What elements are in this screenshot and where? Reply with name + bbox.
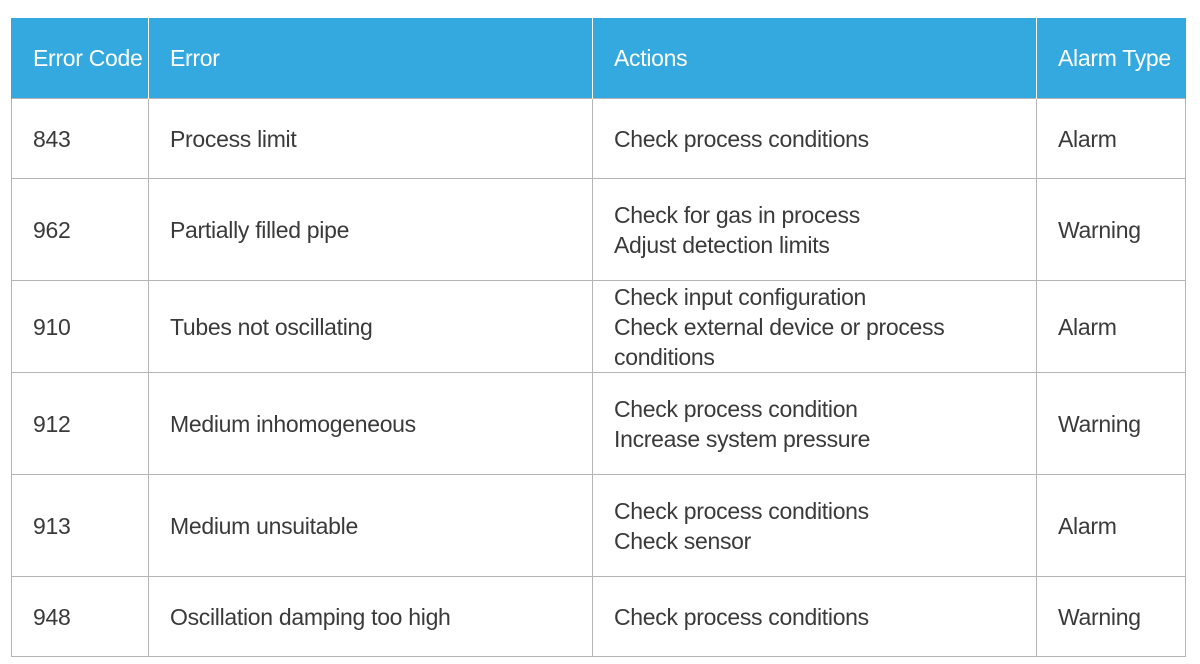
cell-error: Medium inhomogeneous (149, 373, 593, 475)
header-error-code: Error Code (12, 18, 149, 99)
action-line: Check for gas in process (614, 201, 860, 228)
cell-error: Partially filled pipe (149, 179, 593, 281)
header-error: Error (149, 18, 593, 99)
action-line: Check input configuration (614, 283, 867, 310)
action-line: Increase system pressure (614, 425, 871, 452)
action-line: Check external device or process conditions (614, 313, 945, 370)
cell-error-code: 913 (12, 475, 149, 577)
table-row (12, 99, 1186, 179)
error-code-table (11, 18, 1186, 657)
table-row (12, 373, 1186, 475)
cell-alarm-type: Warning (1037, 373, 1186, 475)
cell-error: Oscillation damping too high (149, 577, 593, 657)
action-line: Check process condition (614, 395, 858, 422)
cell-error: Medium unsuitable (149, 475, 593, 577)
cell-alarm-type: Alarm (1037, 99, 1186, 179)
action-line: Adjust detection limits (614, 231, 830, 258)
cell-actions (593, 281, 1037, 373)
table-header (12, 18, 1186, 99)
action-line: Check process conditions (614, 497, 869, 524)
cell-alarm-type: Warning (1037, 179, 1186, 281)
error-table-container (11, 18, 1185, 657)
cell-error: Process limit (149, 99, 593, 179)
header-row (12, 18, 1186, 99)
action-line: Check process conditions (614, 125, 869, 152)
table-row (12, 281, 1186, 373)
table-row (12, 577, 1186, 657)
action-line: Check sensor (614, 527, 752, 554)
action-line: Check process conditions (614, 603, 869, 630)
cell-error-code: 962 (12, 179, 149, 281)
cell-alarm-type: Alarm (1037, 475, 1186, 577)
cell-error: Tubes not oscillating (149, 281, 593, 373)
cell-actions (593, 475, 1037, 577)
cell-alarm-type: Warning (1037, 577, 1186, 657)
cell-error-code: 948 (12, 577, 149, 657)
header-actions: Actions (593, 18, 1037, 99)
cell-alarm-type: Alarm (1037, 281, 1186, 373)
table-row (12, 475, 1186, 577)
cell-actions (593, 179, 1037, 281)
header-alarm-type: Alarm Type (1037, 18, 1186, 99)
cell-actions (593, 99, 1037, 179)
cell-error-code: 843 (12, 99, 149, 179)
cell-actions (593, 373, 1037, 475)
cell-actions (593, 577, 1037, 657)
table-body (12, 99, 1186, 657)
table-row (12, 179, 1186, 281)
cell-error-code: 910 (12, 281, 149, 373)
cell-error-code: 912 (12, 373, 149, 475)
